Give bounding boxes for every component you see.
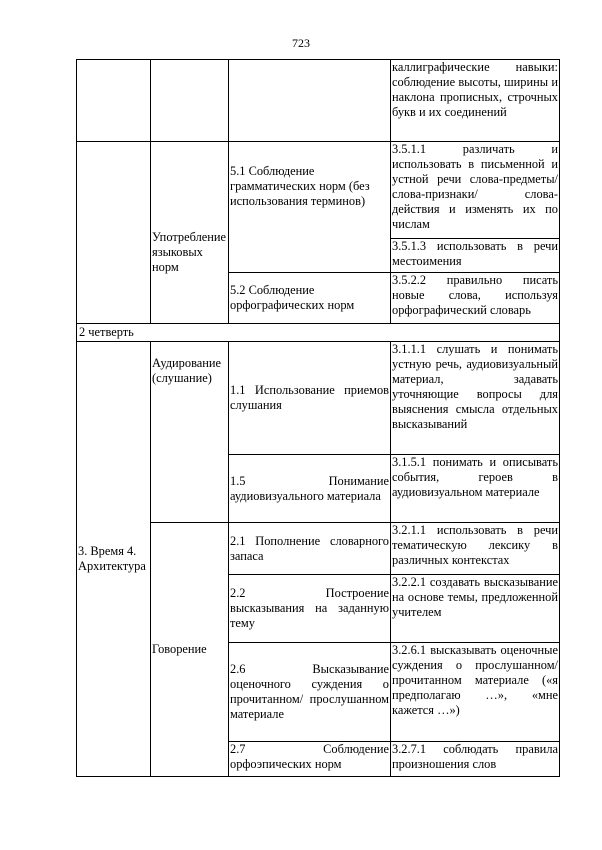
theme-cell: [77, 142, 151, 324]
goal-cell: 3.1.5.1 понимать и описывать события, героев в аудиовизуальном материале: [391, 455, 560, 523]
table-row: [77, 142, 560, 239]
quarter-heading: 2 четверть: [77, 324, 560, 342]
theme-cell: 3. Время 4. Архитектура: [77, 342, 151, 777]
subsection-cell: Говорение: [151, 523, 229, 777]
goal-cell: 3.5.1.3 использовать в речи местоимения: [391, 239, 560, 273]
skill-cell: 2.2 Построение высказывания на заданную тему: [229, 575, 391, 643]
table-row: [77, 60, 560, 142]
table-row: [77, 342, 560, 455]
goal-cell: 3.2.6.1 высказывать оценочные суждения о прослушанном/ прочитанном материале («я предполагаю …», «мне кажется …»): [391, 643, 560, 742]
skill-cell: 2.7 Соблюдение орфоэпических норм: [229, 742, 391, 777]
subsection-cell: Употребление языковых норм: [151, 142, 229, 324]
goal-cell: 3.5.1.1 различать и использовать в письменной и устной речи слова-предметы/слова-признаки/ слова-действия и изменять их по числам: [391, 142, 560, 239]
goal-cell: 3.2.2.1 создавать высказывание на основе темы, предложенной учителем: [391, 575, 560, 643]
skill-cell: 5.1 Соблюдение грамматических норм (без использования терминов): [229, 142, 391, 273]
page-number: 723: [292, 36, 310, 50]
table-row: [77, 324, 560, 342]
skill-cell: 1.1 Использование приемов слушания: [229, 342, 391, 455]
skill-cell: 2.6 Высказывание оценочного суждения о прочитанном/ прослушанном материале: [229, 643, 391, 742]
goal-cell: каллиграфические навыки: соблюдение высоты, ширины и наклона прописных, строчных букв и их соединений: [391, 60, 560, 142]
skill-cell: 1.5 Понимание аудиовизуального материала: [229, 455, 391, 523]
curriculum-table: [76, 59, 560, 777]
goal-cell: 3.2.1.1 использовать в речи тематическую лексику в различных контекстах: [391, 523, 560, 575]
skill-cell: 5.2 Соблюдение орфографических норм: [229, 273, 391, 324]
goal-cell: 3.1.1.1 слушать и понимать устную речь, аудиовизуальный материал, задавать уточняющие вопросы для выяснения смысла отдельных высказываний: [391, 342, 560, 455]
goal-cell: 3.5.2.2 правильно писать новые слова, используя орфографический словарь: [391, 273, 560, 324]
theme-cell: [77, 60, 151, 142]
goal-cell: 3.2.7.1 соблюдать правила произношения слов: [391, 742, 560, 777]
skill-cell: 2.1 Пополнение словарного запаса: [229, 523, 391, 575]
skill-cell: [229, 60, 391, 142]
subsection-cell: [151, 60, 229, 142]
subsection-cell: Аудирование (слушание): [151, 342, 229, 523]
